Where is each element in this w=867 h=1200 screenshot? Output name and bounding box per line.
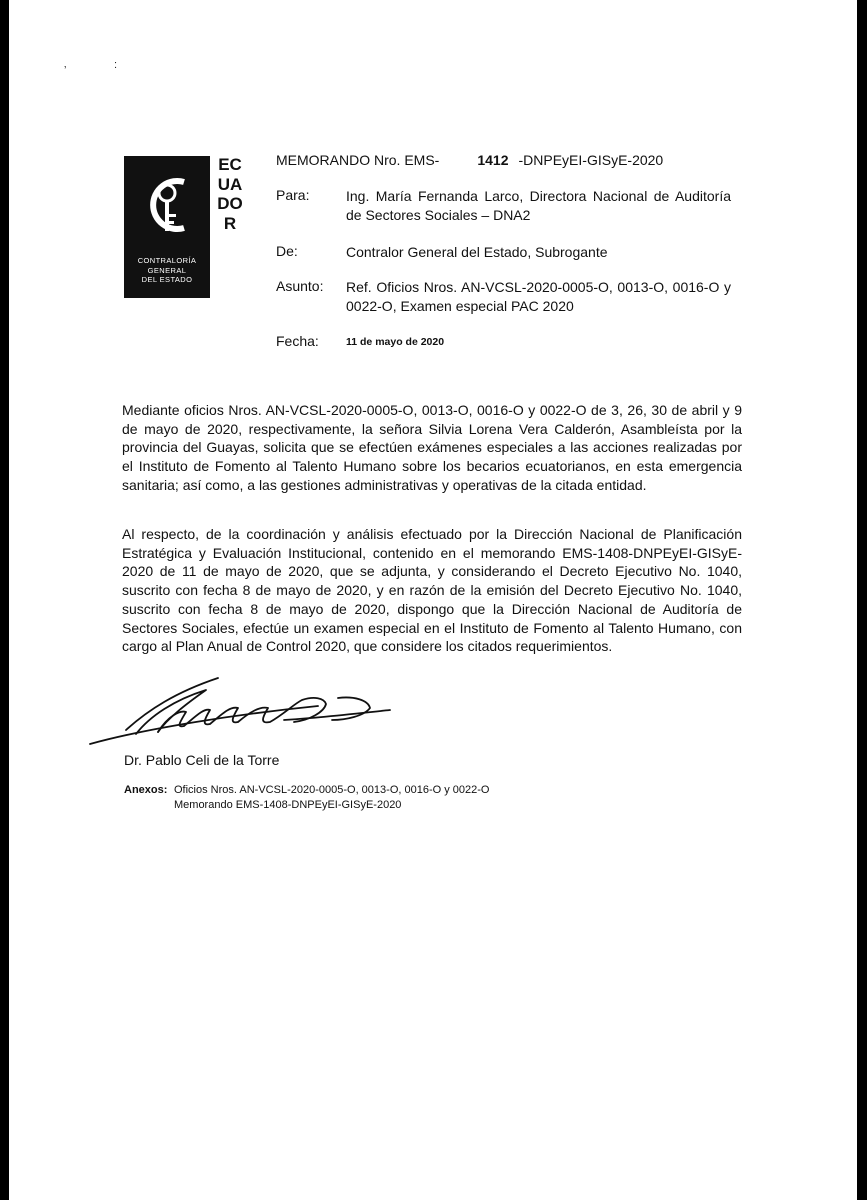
asunto-value: Ref. Oficios Nros. AN-VCSL-2020-0005-O, 0013-O, 0016-O y 0022-O, Examen especial PAC 2020 — [346, 279, 731, 314]
body-paragraph-1: Mediante oficios Nros. AN-VCSL-2020-0005-O, 0013-O, 0016-O y 0022-O de 3, 26, 30 de abril y 9 de mayo de 2020, respectivamente, la señora Silvia Lorena Vera Calderón, Asambleísta por la provincia del Guayas, solicita que se efectúen exámenes especiales a las acciones realizadas por el Instituto de Fomento al Talento Humano sobre los becarios ecuatorianos, en esta emergencia sanitaria; así como, a las gestiones administrativas y operativas de la citada entidad. — [122, 402, 742, 493]
annex-item: Oficios Nros. AN-VCSL-2020-0005-O, 0013-O, 0016-O y 0022-O — [174, 784, 490, 796]
fecha-value: 11 de mayo de 2020 — [346, 336, 445, 348]
asunto-label: Asunto: — [276, 278, 324, 294]
scan-right-border — [857, 0, 867, 1200]
signer-name: Dr. Pablo Celi de la Torre — [124, 752, 280, 768]
country-name: ECUADOR — [217, 155, 243, 233]
memo-number: 1412 — [477, 152, 509, 168]
fecha-label: Fecha: — [276, 333, 319, 349]
para-label: Para: — [276, 187, 310, 203]
annex-item: Memorando EMS-1408-DNPEyEI-GISyE-2020 — [174, 799, 402, 811]
contraloria-emblem-icon — [140, 170, 194, 250]
contraloria-logo — [124, 156, 210, 298]
de-value: Contralor General del Estado, Subrogante — [346, 244, 608, 260]
memo-suffix: -DNPEyEI-GISyE-2020 — [518, 152, 664, 168]
annexes-label: Anexos: — [124, 784, 168, 796]
institution-name: CONTRALORÍA GENERAL DEL ESTADO — [137, 256, 197, 284]
handwritten-signature — [88, 670, 408, 750]
para-value: Ing. María Fernanda Larco, Directora Nacional de Auditoría de Sectores Sociales – DNA2 — [346, 188, 731, 223]
memo-prefix: MEMORANDO Nro. EMS- — [276, 152, 440, 168]
body-paragraph-2: Al respecto, de la coordinación y análisis efectuado por la Dirección Nacional de Planificación Estratégica y Evaluación Institucional, contenido en el memorando EMS-1408-DNPEyEI-GISyE-2020 de 11 de mayo de 2020, que se adjunta, y considerando el Decreto Ejecutivo No. 1040, suscrito con fecha 8 de mayo de 2020, y en razón de la emisión del Decreto Ejecutivo No. 1040, suscrito con fecha 8 de mayo de 2020, dispongo que la Dirección Nacional de Auditoría de Sectores Sociales, efectúe un examen especial en el Instituto de Fomento al Talento Humano, con cargo al Plan Anual de Control 2020, que considere los citados requerimientos. — [122, 526, 742, 655]
scan-speck: : — [114, 59, 118, 71]
de-label: De: — [276, 243, 298, 259]
scan-speck: ʼ — [64, 65, 67, 77]
scan-left-border — [0, 0, 9, 1200]
memo-number-line — [276, 152, 663, 168]
